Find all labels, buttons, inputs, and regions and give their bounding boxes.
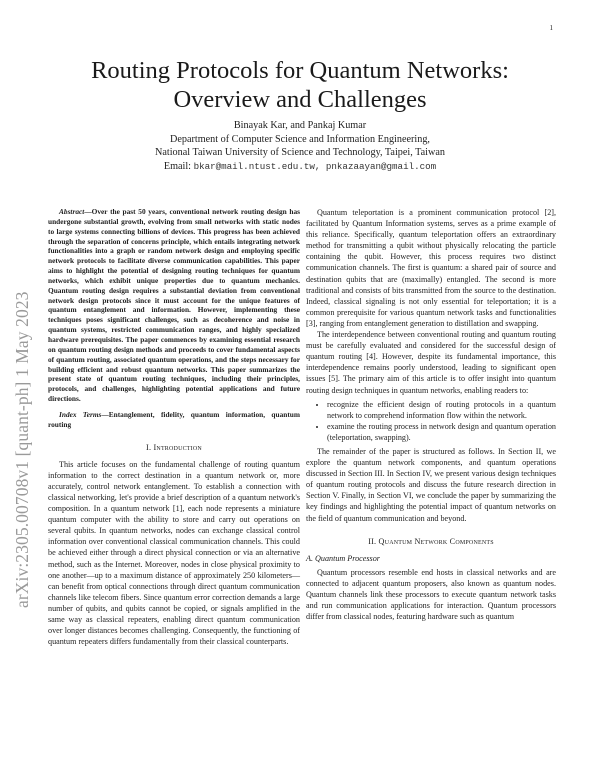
affiliation-line-2: National Taiwan University of Science and Technology, Taipei, Taiwan	[155, 147, 445, 159]
affiliation-line-1: Department of Computer Science and Information Engineering,	[170, 133, 430, 145]
teleportation-paragraph: Quantum teleportation is a prominent communication protocol [2], facilitated by Quantum Information systems, serves as a prime example of this reliance. Specifically, quantum teleportation offers an extraordinary method for transmitting a qubit without physically relocating the particle containing the qubit. However, this process requires two distinct communication channels. The first is quantum: a shared pair of source and destination qubits that are (maximally) entangled. The second is more traditional and consists of bits transmitted from the source to the destination. Indeed, classical signaling is not only essential for teleportation; it is a common prerequisite for various quantum network tasks and functionalities [3], ranging from entanglement generation to distillation and swapping.	[306, 208, 556, 328]
section-2-title: Quantum Network Components	[378, 536, 494, 546]
title-line-2: Overview and Challenges	[173, 86, 427, 113]
paper-title	[0, 56, 600, 114]
email-addresses[interactable]: bkar@mail.ntust.edu.tw, pnkazaayan@gmail.com	[193, 160, 437, 172]
list-item: • examine the routing process in network design and quantum operation (teleportation, swapping).	[327, 421, 556, 443]
email-line	[0, 160, 600, 174]
intro-paragraph: This article focuses on the fundamental challenge of routing quantum information to the correct destination in a quantum network or, more accurately, control network entanglement. To establish a connection with classical networking, let's provide a brief description of a quantum network's composition. In a quantum network [1], each node represents a miniature quantum computer with the ability to store and carry out operations on several qubits. In quantum networks, nodes can exchange classical control information over conventional classical communication channels. This could be achieved either through a direct physical connection or via an alternative method, such as the Internet. Moreover, nodes in close physical proximity to one another—up to a maximum distance of approximately 250 kilometers—can benefit from optical connections through direct quantum communication channels like telecom fibers. Since quantum error correction demands a large number of qubits, and qubits cannot be copied, or signals amplified in the same way as classical repeaters, enabling direct quantum communication over longer distances becomes challenging. Consequently, the functioning of quantum repeaters differs fundamentally from their classical counterparts.	[48, 459, 300, 647]
section-2-number: II.	[368, 536, 377, 546]
abstract	[48, 207, 300, 404]
section-2-heading	[306, 536, 556, 547]
email-label: Email:	[163, 160, 192, 172]
processor-paragraph: Quantum processors resemble end hosts in classical networks and are connected to adjacent quantum proposers, also known as quantum nodes. Quantum channels link these processors to execute quantum network tasks and run communication applications for interaction. Quantum processors differ from classical nodes, featuring hardware such as quantum	[306, 567, 556, 622]
section-1-heading	[48, 442, 300, 453]
right-column	[306, 207, 556, 622]
authors: Binayak Kar, and Pankaj Kumar	[233, 120, 367, 131]
title-line-1: Routing Protocols for Quantum Networks:	[91, 57, 509, 84]
index-terms-label: Index Terms	[59, 409, 102, 419]
subsection-heading: A. Quantum Processor	[306, 553, 380, 563]
abstract-text: —Over the past 50 years, conventional network routing design has undergone substantial growth, evolving from small networks with static nodes to large systems connecting billions of devices. This progress has been achieved through the separation of concerns principle, which entails integrating network functionalities into a graph or random network design and employing specific network protocols to facilitate diverse communication capabilities. This paper aims to highlight the potential of designing routing techniques for quantum networks, which exhibit unique properties due to quantum mechanics. Quantum routing design requires a substantial deviation from conventional network design protocols since it must account for the unique features of quantum entanglement and information. However, implementing these techniques poses significant challenges, such as decoherence and noise in quantum systems, restricted communication ranges, and highly specialized hardware prerequisites. The paper commences by examining essential research on quantum routing design methods and proceeds to cover fundamental aspects of quantum routing, associated quantum operations, and the steps necessary for building efficient and robust quantum networks. This paper summarizes the present state of quantum routing techniques, including their principles, protocols, and challenges, highlighting potential applications and future directions.	[48, 207, 300, 404]
left-column	[48, 207, 300, 647]
section-1-number: I.	[146, 442, 152, 452]
abstract-label: Abstract	[59, 207, 85, 216]
aims-list	[306, 399, 556, 443]
page-number: 1	[549, 24, 553, 32]
index-terms-text: —Entanglement, fidelity, quantum information, quantum routing	[48, 409, 300, 429]
structure-paragraph: The remainder of the paper is structured as follows. In Section II, we explore the quantum network components, and quantum operations discussed in Section III. In Section IV, we present various design techniques of quantum routing protocols and discuss the future research direction in Section V. Finally, in Section VI, we conclude the paper by summarizing the key findings and highlighting the potential impact of quantum networks on the field of quantum communication and beyond.	[306, 446, 556, 523]
author-block	[0, 119, 600, 173]
arxiv-stamp: arXiv:2305.00708v1 [quant-ph] 1 May 2023	[12, 291, 32, 608]
section-1-title: Introduction	[153, 442, 202, 452]
index-terms	[48, 410, 300, 430]
interdependence-paragraph: The interdependence between conventional routing and quantum routing must be carefully evaluated and considered for the successful design of quantum routing [4]. However, despite its fundamental importance, this interdependence remains poorly understood, leading to significant open issues [5]. The primary aim of this article is to offer insight into quantum routing design techniques in quantum networks, enabling readers to:	[306, 330, 556, 395]
list-item: • recognize the efficient design of routing protocols in a quantum network to comprehend information flow within the network.	[327, 399, 556, 421]
